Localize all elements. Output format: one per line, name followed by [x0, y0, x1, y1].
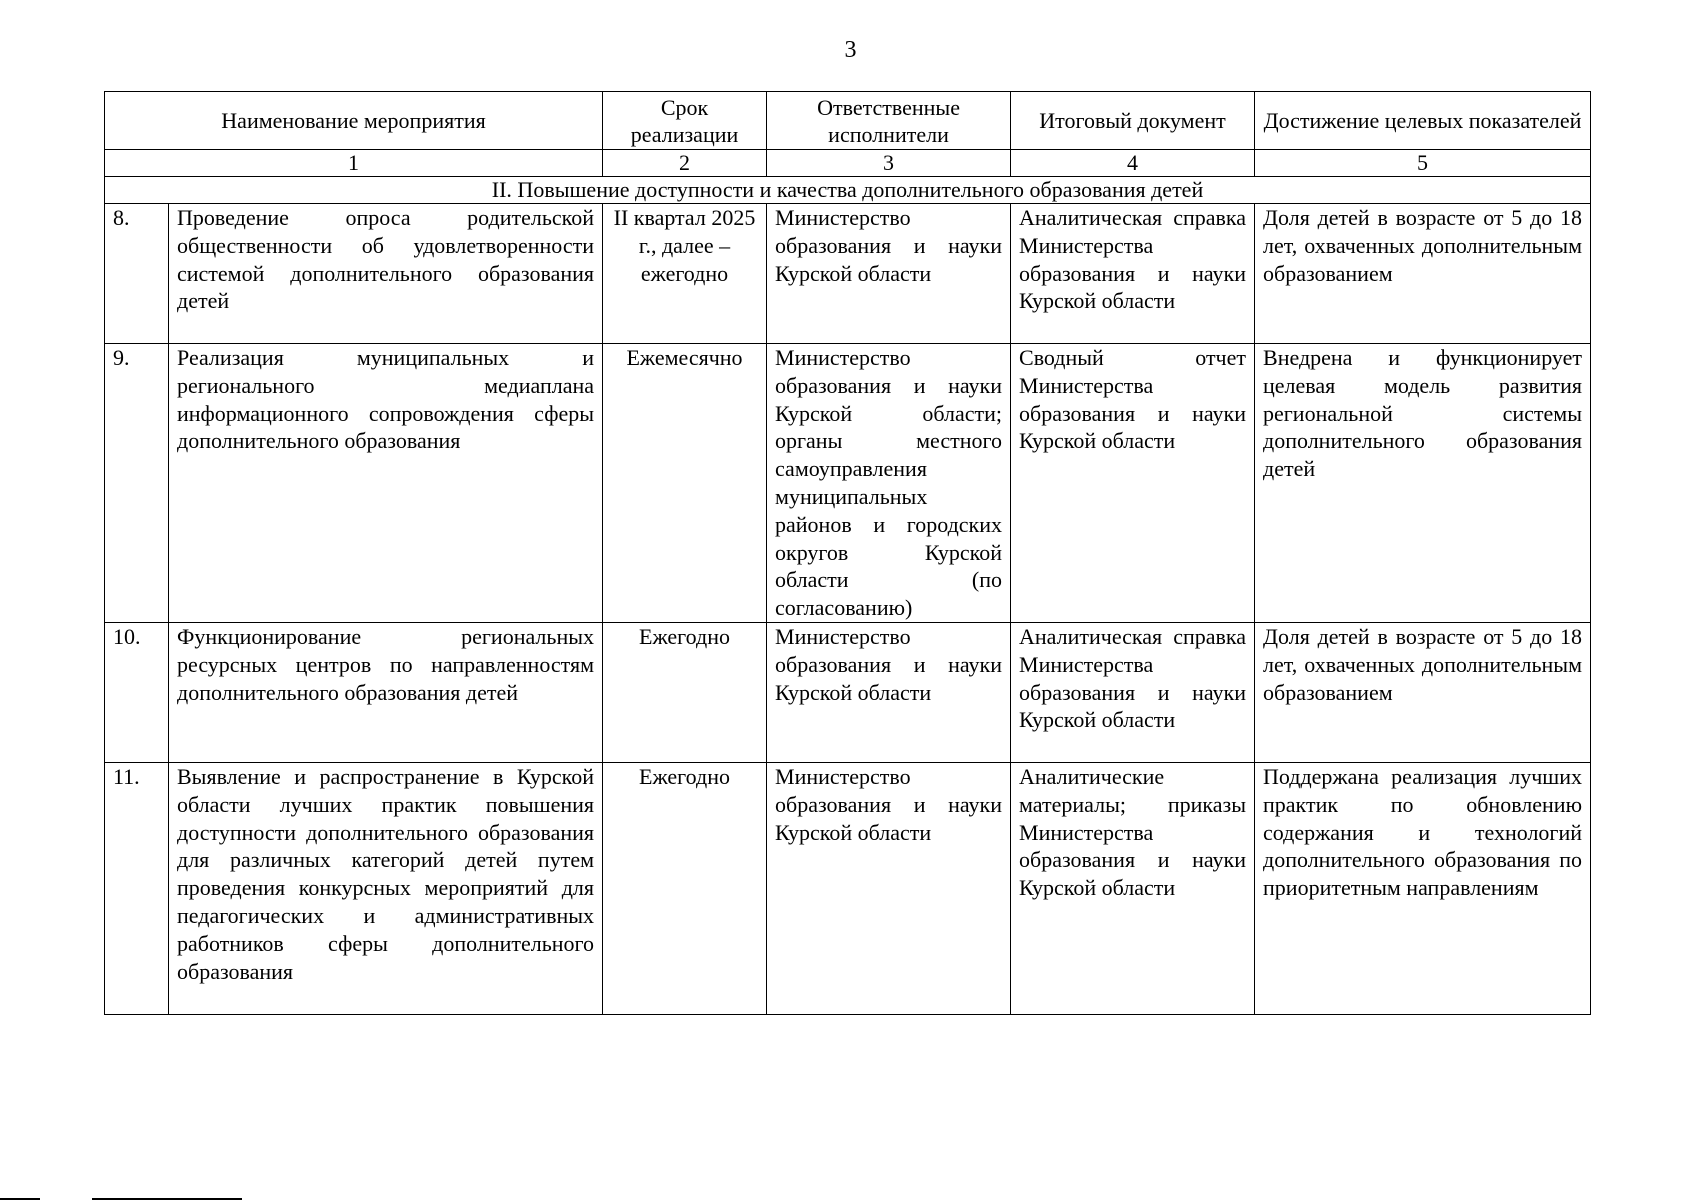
responsible-cell: Министерство образования и науки Курской области [767, 204, 1011, 344]
event-name-cell: Проведение опроса родительской общественности об удовлетворенности системой дополнительного образования детей [169, 204, 603, 344]
column-number: 4 [1011, 150, 1255, 177]
event-name-cell: Реализация муниципальных и регионального медиаплана информационного сопровождения сферы дополнительного образования [169, 344, 603, 623]
table-row [105, 763, 1591, 1015]
event-name-cell: Выявление и распространение в Курской области лучших практик повышения доступности дополнительного образования для различных категорий детей путем проведения конкурсных мероприятий для педагогических и административных работников сферы дополнительного образования [169, 763, 603, 1015]
achievement-cell: Доля детей в возрасте от 5 до 18 лет, охваченных дополнительным образованием [1255, 623, 1591, 763]
document-cell: Аналитические материалы; приказы Министерства образования и науки Курской области [1011, 763, 1255, 1015]
page-number: 3 [844, 37, 857, 63]
header-event-name: Наименование мероприятия [105, 92, 603, 150]
table-row [105, 204, 1591, 344]
section-title: II. Повышение доступности и качества дополнительного образования детей [105, 177, 1591, 204]
row-number: 9. [105, 344, 169, 623]
column-number: 3 [767, 150, 1011, 177]
term-cell: Ежегодно [603, 763, 767, 1015]
table-row [105, 344, 1591, 623]
column-number-row [105, 150, 1591, 177]
document-cell: Аналитическая справка Министерства образования и науки Курской области [1011, 623, 1255, 763]
header-responsible: Ответственные исполнители [767, 92, 1011, 150]
action-plan-table [104, 91, 1591, 1015]
event-name-cell: Функционирование региональных ресурсных центров по направленностям дополнительного образования детей [169, 623, 603, 763]
column-number: 2 [603, 150, 767, 177]
table-row [105, 623, 1591, 763]
responsible-cell: Министерство образования и науки Курской области [767, 763, 1011, 1015]
term-cell: Ежегодно [603, 623, 767, 763]
responsible-cell: Министерство образования и науки Курской области [767, 623, 1011, 763]
term-cell: II квартал 2025 г., далее – ежегодно [603, 204, 767, 344]
column-number: 1 [105, 150, 603, 177]
document-cell: Аналитическая справка Министерства образования и науки Курской области [1011, 204, 1255, 344]
header-final-document: Итоговый документ [1011, 92, 1255, 150]
term-cell: Ежемесячно [603, 344, 767, 623]
document-cell: Сводный отчет Министерства образования и науки Курской области [1011, 344, 1255, 623]
table-header-row [105, 92, 1591, 150]
section-row [105, 177, 1591, 204]
row-number: 11. [105, 763, 169, 1015]
responsible-cell: Министерство образования и науки Курской области; органы местного самоуправления муниципальных районов и городских округов Курской области (по согласованию) [767, 344, 1011, 623]
header-target-achievement: Достижение целевых показателей [1255, 92, 1591, 150]
header-term: Срок реализации [603, 92, 767, 150]
achievement-cell: Доля детей в возрасте от 5 до 18 лет, охваченных дополнительным образованием [1255, 204, 1591, 344]
row-number: 8. [105, 204, 169, 344]
achievement-cell: Поддержана реализация лучших практик по обновлению содержания и технологий дополнительного образования по приоритетным направлениям [1255, 763, 1591, 1015]
row-number: 10. [105, 623, 169, 763]
column-number: 5 [1255, 150, 1591, 177]
achievement-cell: Внедрена и функционирует целевая модель развития региональной системы дополнительного образования детей [1255, 344, 1591, 623]
